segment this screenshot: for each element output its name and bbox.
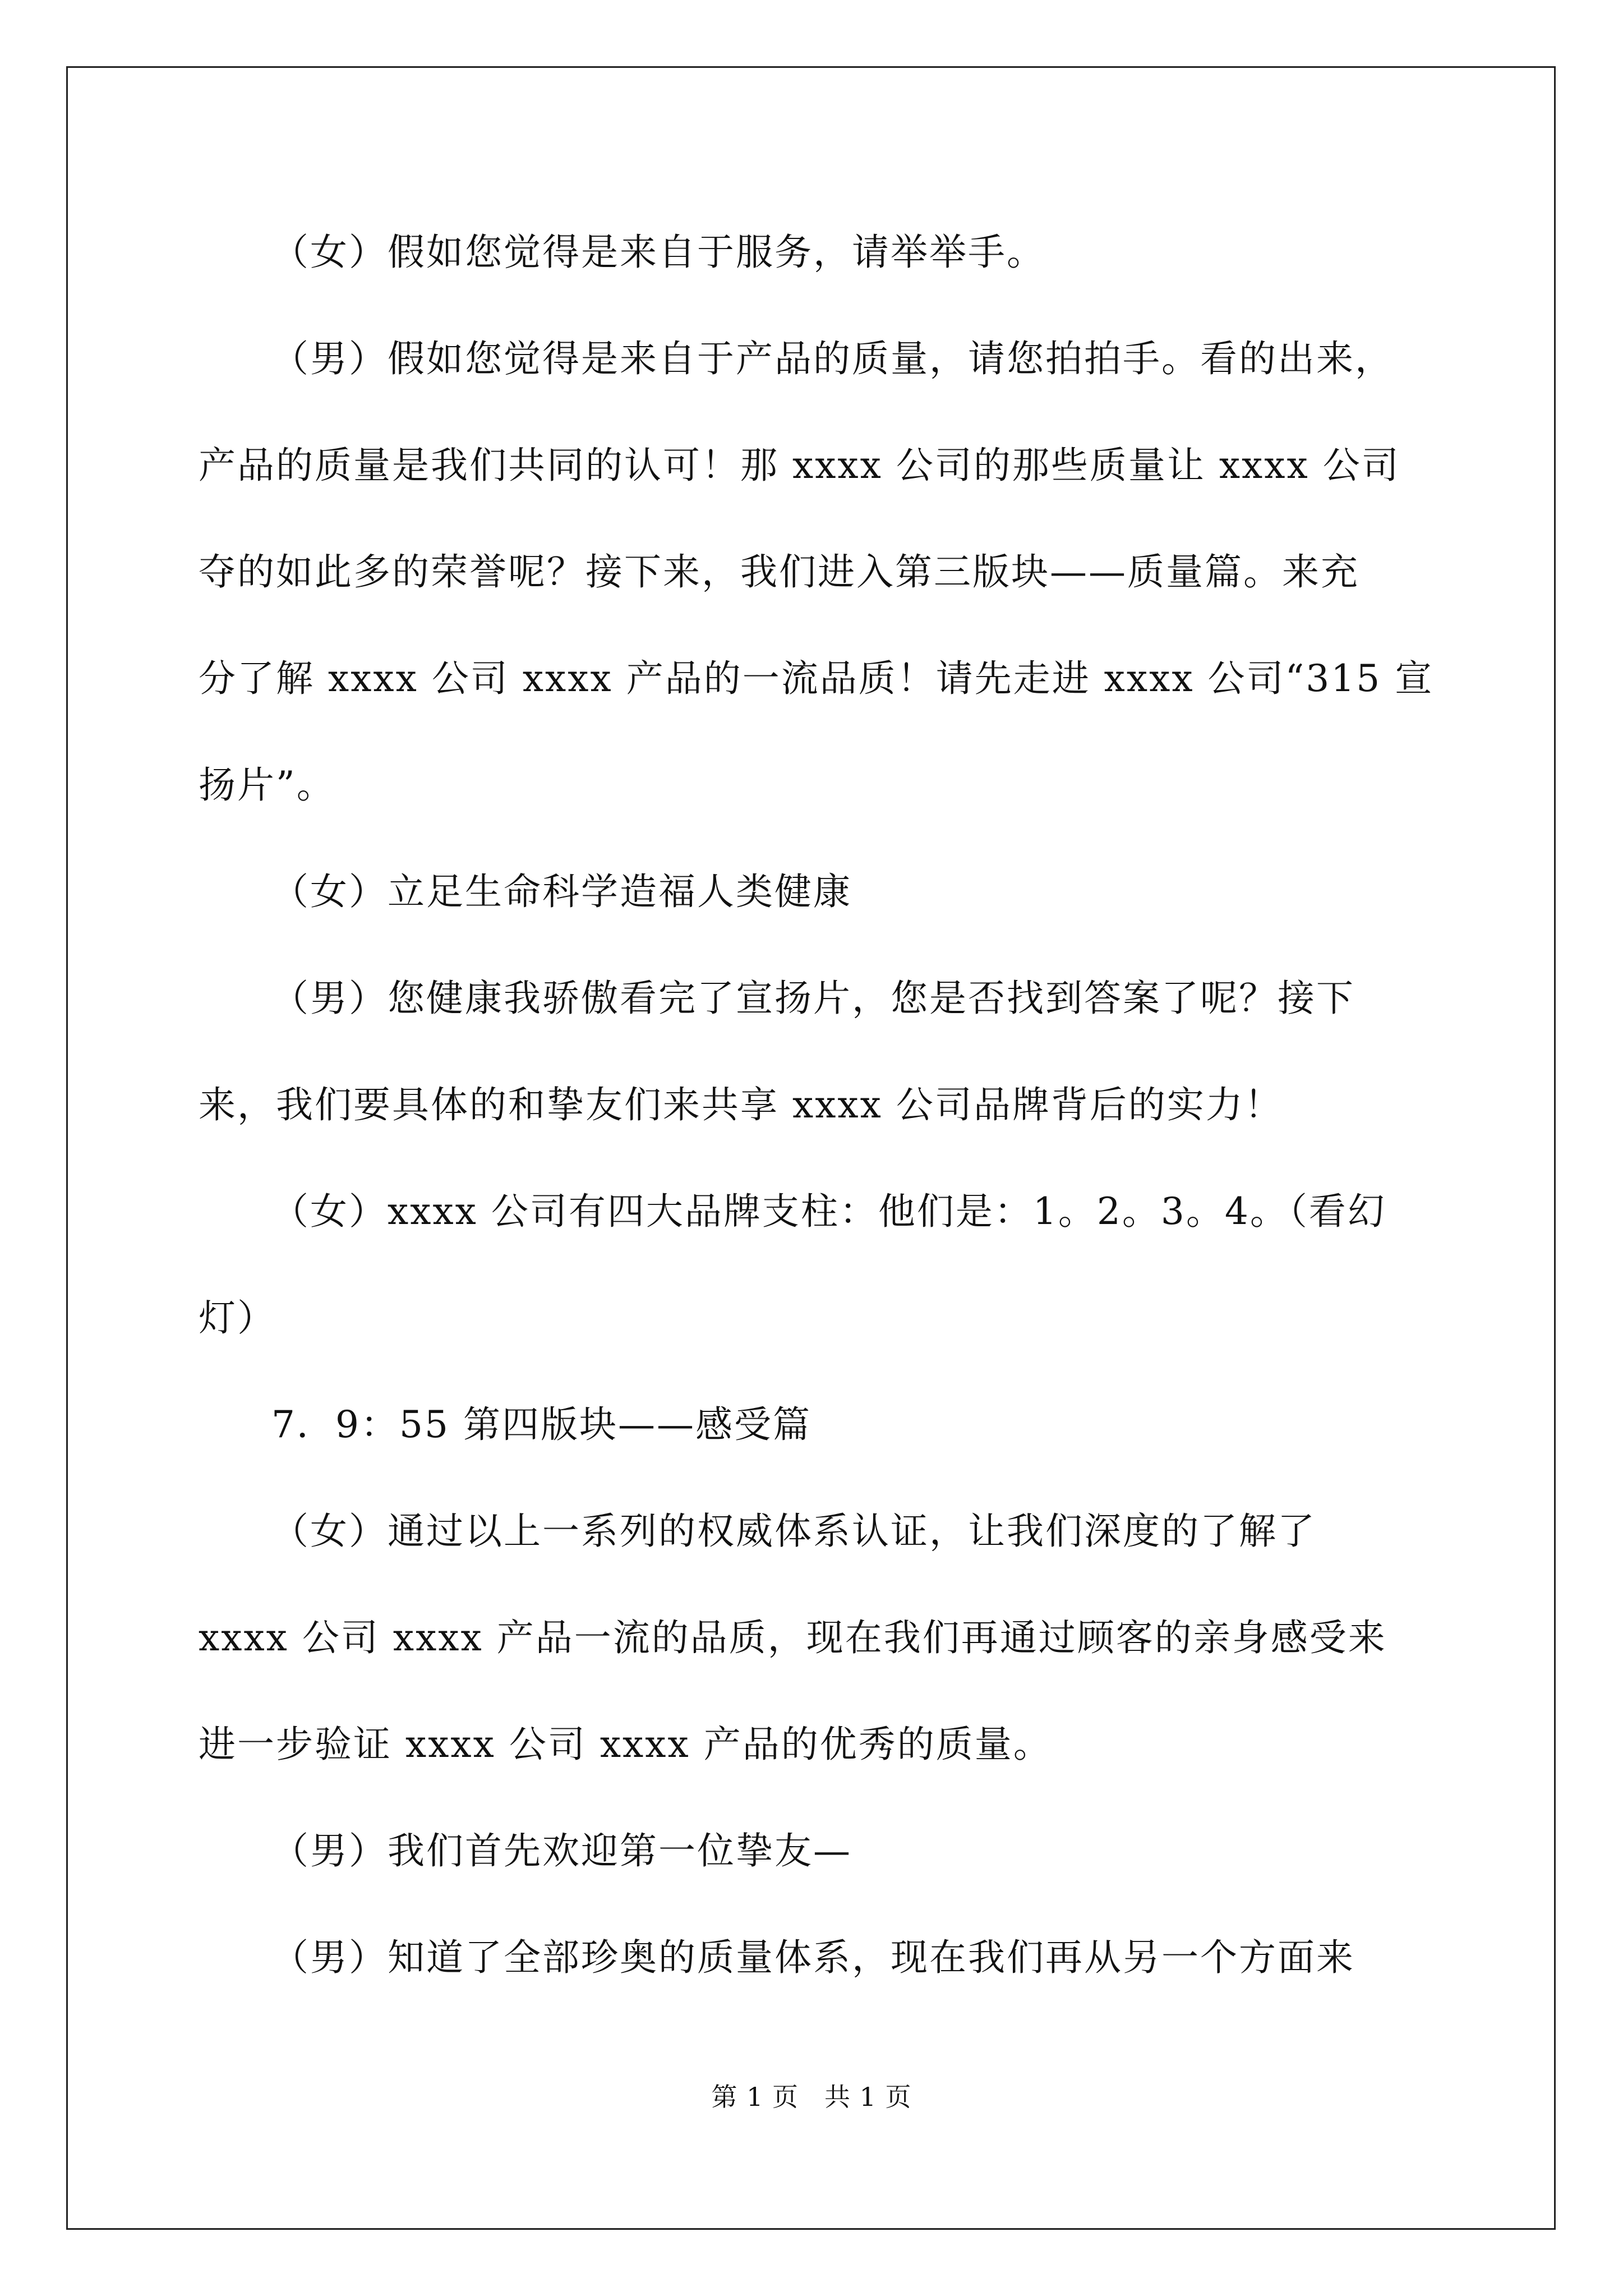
page-footer — [0, 2081, 1623, 2113]
paragraph-line: 分了解 xxxx 公司 xxxx 产品的一流品质！请先走进 xxxx 公司“315 宣 — [199, 657, 1434, 700]
paragraph-line: （男）您健康我骄傲看完了宣扬片，您是否找到答案了呢？接下 — [271, 977, 1355, 1020]
paragraph-line: 夺的如此多的荣誉呢？接下来，我们进入第三版块——质量篇。来充 — [199, 550, 1359, 593]
page-number: 第 1 页 — [711, 2082, 799, 2112]
paragraph-line: 扬片”。 — [199, 763, 335, 807]
paragraph-line: （女）xxxx 公司有四大品牌支柱：他们是：1。2。3。4。（看幻 — [271, 1190, 1386, 1233]
paragraph-line: （男）假如您觉得是来自于产品的质量，请您拍拍手。看的出来， — [271, 337, 1394, 380]
paragraph-line: （男）我们首先欢迎第一位挚友— — [271, 1829, 852, 1872]
page-border — [66, 66, 1556, 2230]
paragraph-line: （女）通过以上一系列的权威体系认证，让我们深度的了解了 — [271, 1510, 1316, 1553]
section-heading: 7．9：55 第四版块——感受篇 — [271, 1403, 811, 1446]
paragraph-line: 灯） — [199, 1296, 276, 1340]
paragraph-line: 产品的质量是我们共同的认可！那 xxxx 公司的那些质量让 xxxx 公司 — [199, 444, 1400, 487]
paragraph-line: （女）立足生命科学造福人类健康 — [271, 870, 852, 913]
page-total: 共 1 页 — [824, 2082, 912, 2112]
paragraph-line: （男）知道了全部珍奥的质量体系，现在我们再从另一个方面来 — [271, 1936, 1355, 1979]
paragraph-line: xxxx 公司 xxxx 产品一流的品质，现在我们再通过顾客的亲身感受来 — [199, 1616, 1387, 1659]
paragraph-line: （女）假如您觉得是来自于服务，请举举手。 — [271, 231, 1045, 274]
paragraph-line: 进一步验证 xxxx 公司 xxxx 产品的优秀的质量。 — [199, 1723, 1052, 1766]
paragraph-line: 来，我们要具体的和挚友们来共享 xxxx 公司品牌背后的实力！ — [199, 1083, 1283, 1126]
